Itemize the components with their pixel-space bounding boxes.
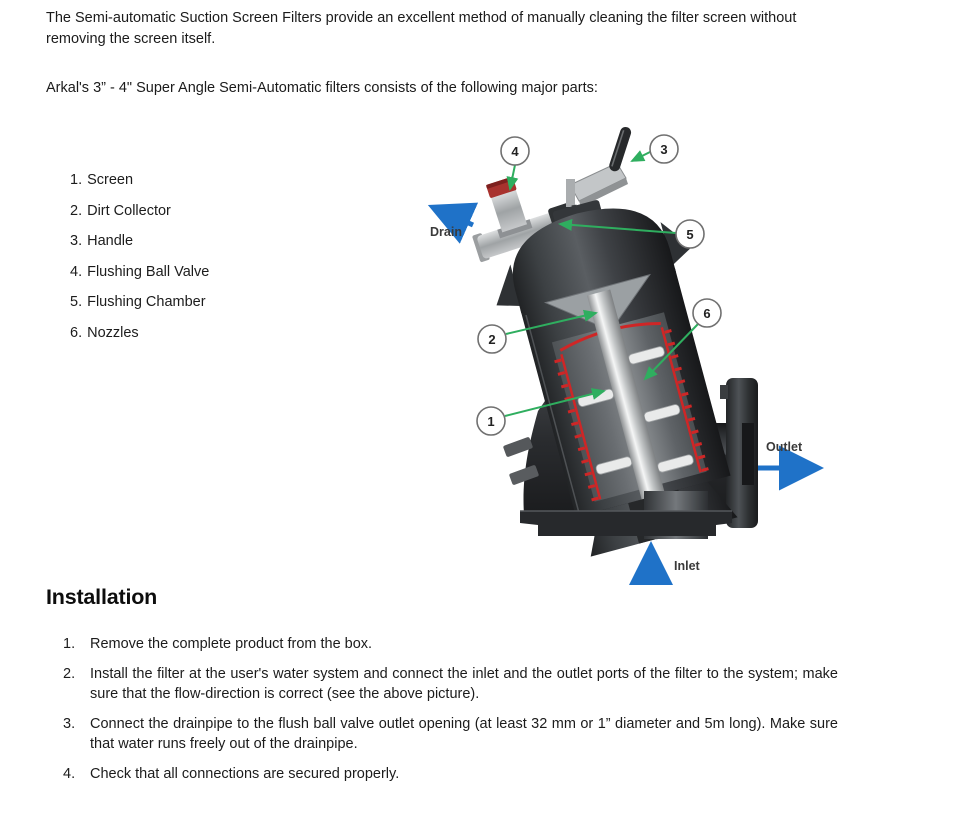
- intro-paragraph: The Semi-automatic Suction Screen Filters provide an excellent method of manually cleaning the filter screen without removing the screen itself.: [46, 10, 797, 47]
- part-item-nozzles: [70, 323, 370, 344]
- callout-1: [477, 407, 505, 435]
- part-item-flushing-chamber: [70, 292, 370, 313]
- outlet-label: Outlet: [766, 440, 803, 454]
- step-number: 1.: [63, 636, 76, 652]
- installation-step-3: [63, 714, 838, 755]
- inlet-label: Inlet: [674, 559, 700, 573]
- callout-arrow-3: [632, 152, 650, 161]
- bottom-flange: [520, 511, 732, 536]
- part-label: Flushing Chamber: [87, 294, 206, 310]
- filter-cutaway-diagram: [420, 123, 870, 585]
- callout-4-label: 4: [511, 144, 519, 159]
- installation-step-2: [63, 664, 838, 705]
- step-text: Connect the drainpipe to the flush ball valve outlet opening (at least 32 mm or 1” diameter and 5m long). Make sure that water runs freely out of the drainpipe.: [90, 715, 838, 752]
- part-item-dirt-collector: [70, 201, 370, 222]
- parts-intro-paragraph: Arkal's 3” - 4" Super Angle Semi-Automatic filters consists of the following major parts:: [46, 80, 598, 96]
- part-label: Dirt Collector: [87, 202, 171, 219]
- callout-1-label: 1: [487, 414, 495, 429]
- step-number: 2.: [63, 665, 76, 682]
- callout-3-label: 3: [660, 142, 668, 157]
- installation-step-1: [63, 634, 838, 655]
- installation-step-4: [63, 764, 838, 785]
- part-label: Handle: [87, 233, 134, 249]
- part-label: Screen: [87, 172, 134, 188]
- callout-3: [650, 135, 678, 163]
- part-number: 6.: [70, 324, 83, 341]
- callout-6: [693, 299, 721, 327]
- step-number: 3.: [63, 715, 76, 732]
- part-number: 3.: [70, 233, 83, 249]
- callout-5-label: 5: [686, 227, 694, 242]
- part-number: 4.: [70, 263, 83, 280]
- outlet-bore: [742, 423, 754, 485]
- parts-list: [70, 170, 370, 353]
- callout-2: [478, 325, 506, 353]
- part-number: 1.: [70, 172, 83, 188]
- step-text: Check that all connections are secured properly.: [90, 765, 400, 782]
- step-text: Remove the complete product from the box.: [90, 636, 373, 652]
- step-text: Install the filter at the user's water system and connect the inlet and the outlet ports of the filter to the system; make sure that the flow-direction is correct (see the above picture).: [90, 665, 838, 702]
- part-label: Nozzles: [87, 324, 139, 341]
- callout-4: [501, 137, 529, 165]
- installation-steps: [63, 634, 838, 793]
- callout-6-label: 6: [703, 306, 711, 321]
- part-label: Flushing Ball Valve: [87, 263, 210, 280]
- step-number: 4.: [63, 765, 76, 782]
- part-item-handle: [70, 231, 370, 252]
- part-item-screen: [70, 170, 370, 191]
- callout-5: [676, 220, 704, 248]
- drain-arrow: [437, 209, 473, 225]
- part-item-flushing-ball-valve: [70, 262, 370, 283]
- flange-notch-top: [720, 385, 728, 399]
- part-number: 2.: [70, 202, 83, 219]
- drain-label: Drain: [430, 225, 462, 239]
- callout-2-label: 2: [488, 332, 496, 347]
- handle-plate: [566, 179, 575, 207]
- part-number: 5.: [70, 294, 83, 310]
- installation-heading: Installation: [46, 585, 158, 609]
